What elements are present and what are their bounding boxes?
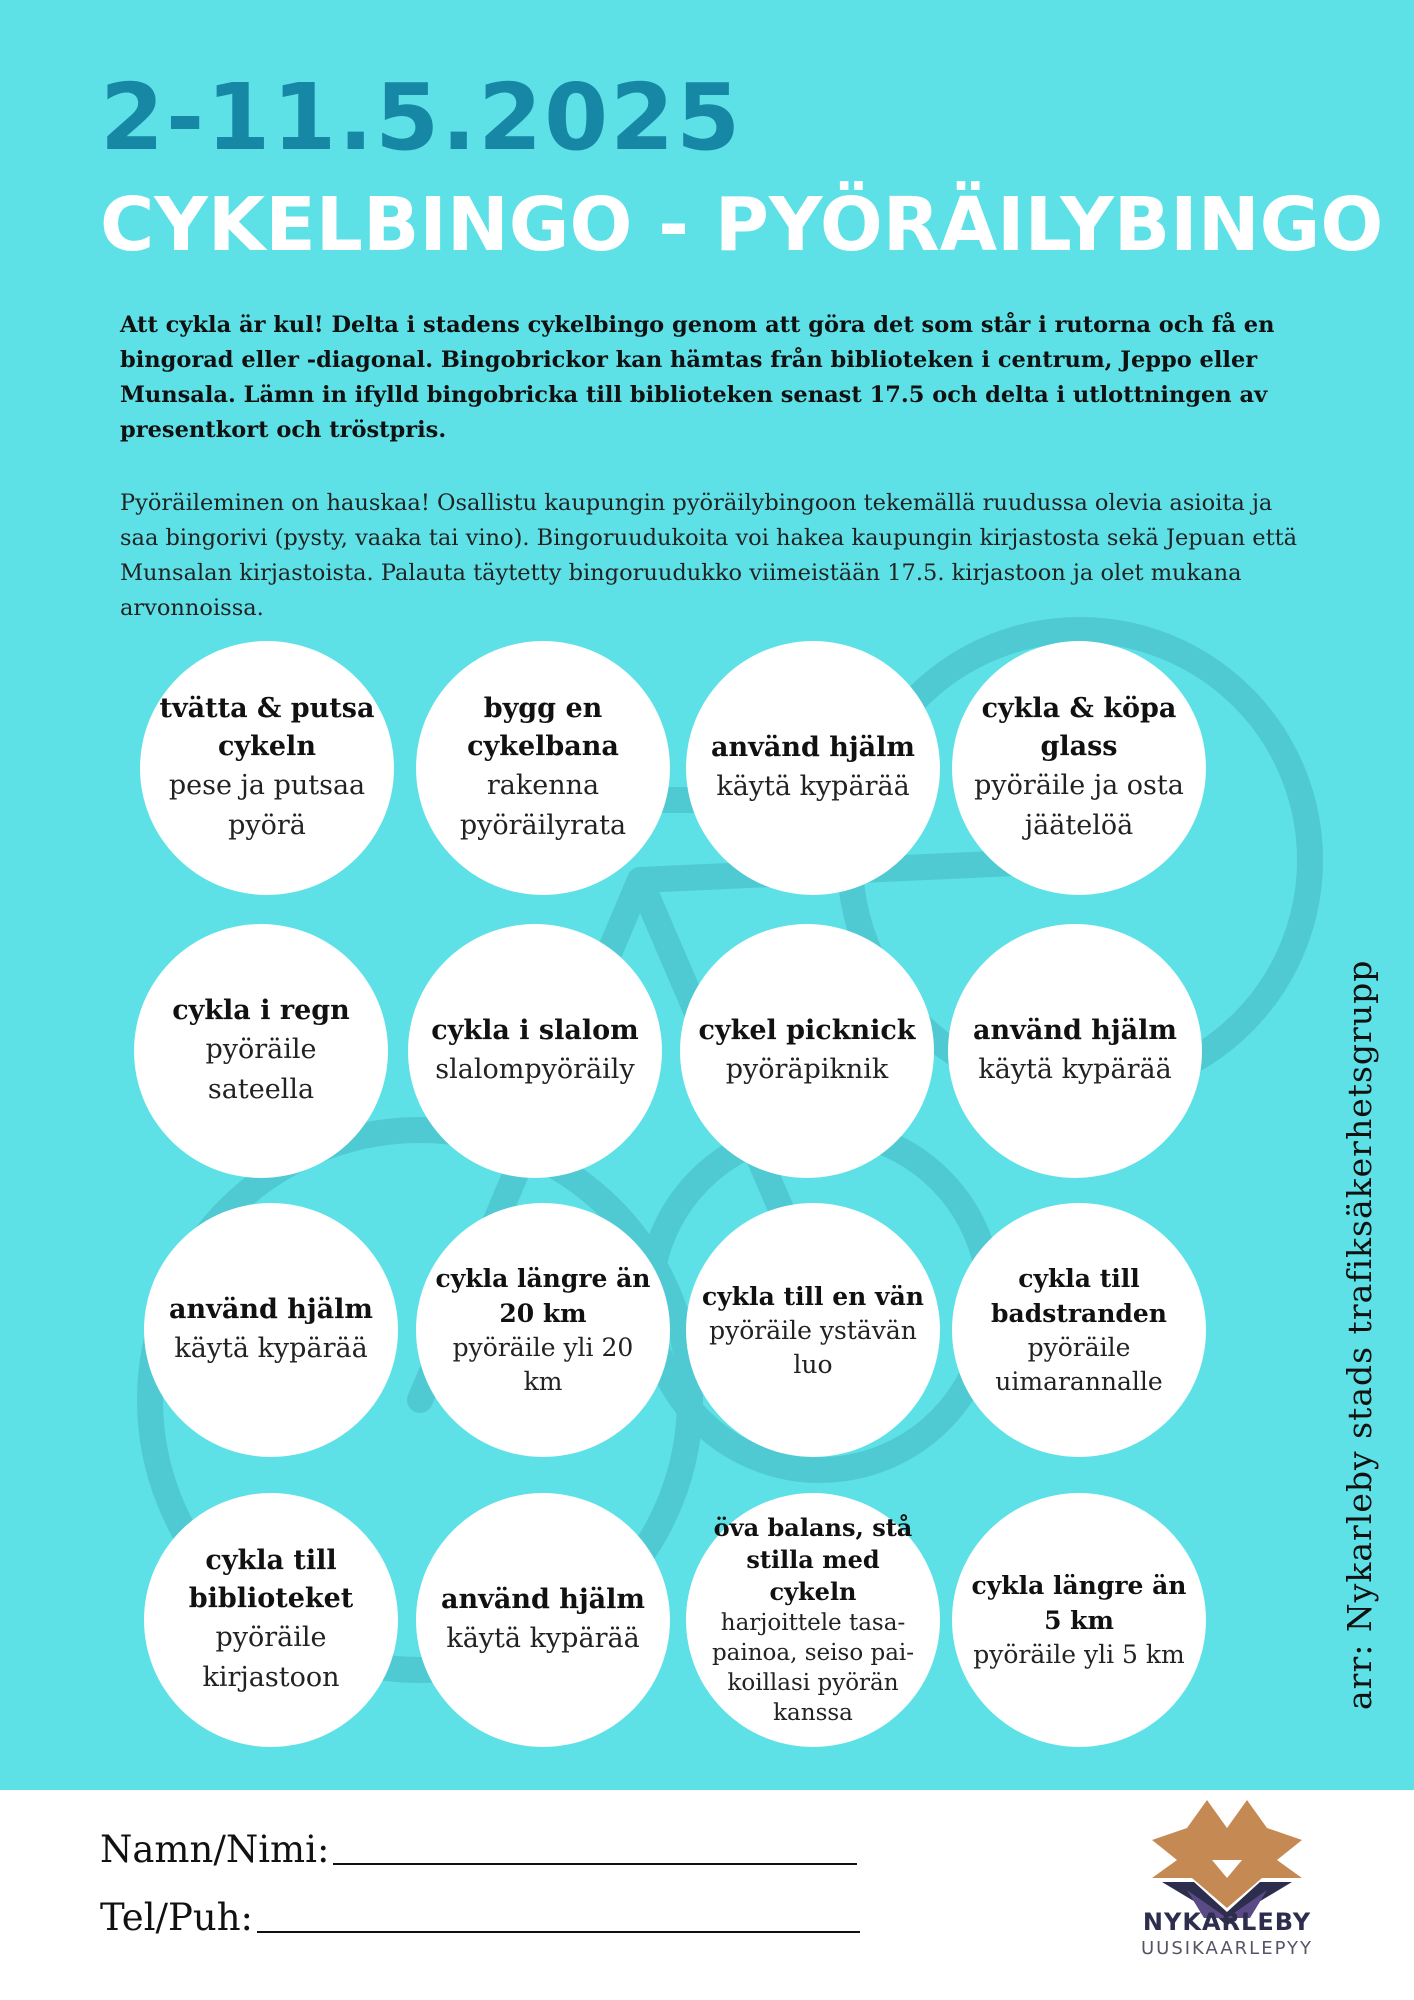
bingo-cell-12 — [952, 1203, 1206, 1457]
phone-line[interactable] — [257, 1931, 860, 1933]
bingo-cell-6 — [408, 924, 662, 1178]
logo-name: NYKARLEBY — [1142, 1908, 1312, 1936]
bingo-cell-swedish: cykla till biblioteket — [188, 1545, 354, 1614]
bingo-cell-swedish: cykla längre än 5 km — [971, 1571, 1187, 1635]
organizer-credit: arr: Nykarleby stads trafiksäkerhetsgrupp — [1340, 959, 1379, 1710]
bingo-cell-7 — [680, 924, 934, 1178]
bingo-cell-14 — [416, 1493, 670, 1747]
bingo-cell-finnish: pyöräile yli 20 km — [452, 1333, 634, 1396]
bingo-cell-finnish: harjoittele tasa-painoa, seiso pai-koillasi pyörän kanssa — [711, 1610, 915, 1726]
bingo-cell-16 — [952, 1493, 1206, 1747]
bingo-cell-finnish: slalompyöräily — [435, 1054, 635, 1085]
bingo-cell-finnish: käytä kypärää — [174, 1333, 368, 1364]
bingo-cell-11 — [686, 1203, 940, 1457]
bingo-cell-finnish: pyöräile ja osta jäätelöä — [974, 770, 1184, 841]
bingo-cell-finnish: käytä kypärää — [446, 1623, 640, 1654]
bingo-cell-2 — [416, 641, 670, 895]
bingo-cell-swedish: bygg en cykelbana — [467, 693, 619, 762]
bingo-cell-10 — [416, 1203, 670, 1457]
bingo-cell-swedish: cykla till badstranden — [991, 1264, 1167, 1328]
bingo-cell-swedish: cykel picknick — [698, 1015, 916, 1046]
name-line[interactable] — [333, 1863, 857, 1865]
bingo-cell-finnish: pyöräile kirjastoon — [202, 1622, 340, 1693]
bingo-cell-15 — [686, 1493, 940, 1747]
bingo-cell-finnish: pyöräile uimarannalle — [995, 1333, 1163, 1396]
intro-finnish: Pyöräileminen on hauskaa! Osallistu kaupungin pyöräilybingoon tekemällä ruudussa olevia asioita ja saa bingorivi (pysty, vaaka tai vino). Bingoruudukoita voi hakea kaupungin kirjastosta sekä Jepuan että Munsalan kirjastoista. Palauta täytetty bingoruudukko viimeistään 17.5. kirjastoon ja olet mukana arvonnoissa. — [120, 490, 1298, 621]
intro-swedish: Att cykla är kul! Delta i stadens cykelbingo genom att göra det som står i rutorna och få en bingorad eller -diagonal. Bingobrickor kan hämtas från biblioteken i centrum, Jeppo eller Munsala. Lämn in ifylld bingobricka till biblioteken senast 17.5 och delta i utlottningen av presentkort och tröstpris. — [120, 312, 1275, 443]
bingo-cell-finnish: pyöräpiknik — [725, 1054, 889, 1085]
bingo-cell-finnish: pyöräile yli 5 km — [973, 1640, 1185, 1669]
bingo-cell-swedish: cykla & köpa glass — [981, 693, 1177, 762]
bingo-cell-9 — [144, 1203, 398, 1457]
phone-label: Tel/Puh: — [100, 1896, 254, 1939]
name-label: Namn/Nimi: — [100, 1828, 330, 1871]
bingo-cell-finnish: käytä kypärää — [716, 771, 910, 802]
logo-subtitle: UUSIKAARLEPYY — [1140, 1938, 1314, 1959]
bingo-cell-13 — [144, 1493, 398, 1747]
bingo-cell-swedish: använd hjälm — [169, 1294, 373, 1325]
bingo-cell-swedish: cykla till en vän — [702, 1281, 924, 1311]
nykarleby-crown-logo-icon — [1132, 1800, 1322, 1960]
bingo-cell-finnish: käytä kypärää — [978, 1054, 1172, 1085]
bingo-cell-swedish: cykla längre än 20 km — [435, 1264, 651, 1328]
phone-field[interactable] — [100, 1896, 860, 1939]
bingo-cell-finnish: pyöräile sateella — [205, 1034, 317, 1105]
bingo-cell-swedish: tvätta & putsa cykeln — [159, 693, 375, 762]
bingo-cell-4 — [952, 641, 1206, 895]
bingo-cell-8 — [948, 924, 1202, 1178]
name-field[interactable] — [100, 1828, 857, 1871]
event-date: 2-11.5.2025 — [100, 64, 743, 171]
bingo-cell-1 — [140, 641, 394, 895]
bingo-cell-swedish: öva balans, stå stilla med cykeln — [713, 1513, 913, 1606]
bingo-cell-finnish: rakenna pyöräilyrata — [459, 770, 627, 841]
bingo-cell-swedish: använd hjälm — [973, 1015, 1177, 1046]
bingo-cell-3 — [686, 641, 940, 895]
bingo-cell-finnish: pyöräile ystävän luo — [709, 1315, 917, 1379]
bingo-cell-5 — [134, 924, 388, 1178]
bingo-cell-swedish: cykla i slalom — [431, 1015, 639, 1046]
bingo-cell-finnish: pese ja putsaa pyörä — [168, 770, 366, 841]
poster-title: CYKELBINGO - PYÖRÄILYBINGO — [100, 182, 1384, 268]
bingo-cell-swedish: cykla i regn — [172, 995, 350, 1026]
bingo-cell-swedish: använd hjälm — [711, 732, 915, 763]
bingo-cell-swedish: använd hjälm — [441, 1584, 645, 1615]
